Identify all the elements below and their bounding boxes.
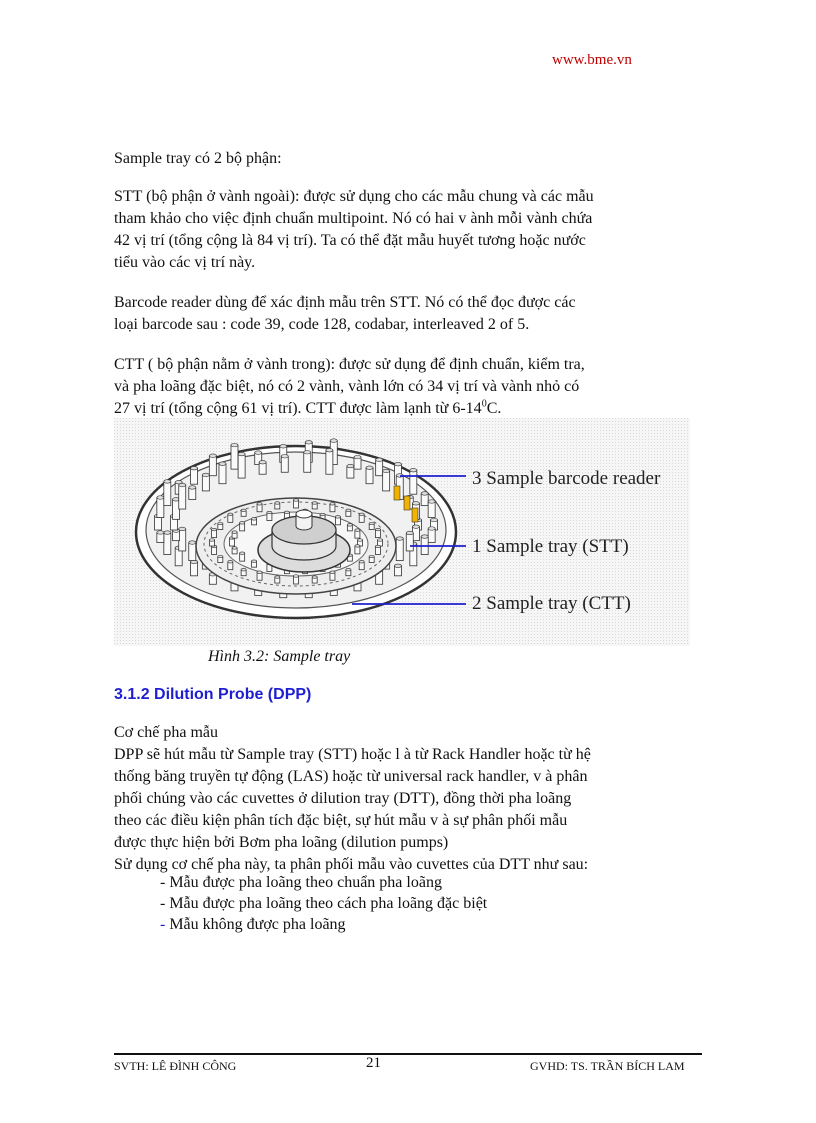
stt-line: 42 vị trí (tổng cộng là 84 vị trí). Ta có thể đặt mẫu huyết tương hoặc nước: [114, 232, 586, 249]
stt-tube: [164, 481, 171, 505]
ctt-tube-cap: [369, 555, 374, 558]
stt-tube: [164, 533, 171, 555]
barcode-paragraph: [114, 292, 654, 336]
ctt-tube-cap: [346, 568, 351, 571]
stt-tube: [396, 539, 403, 561]
stt-tube: [428, 528, 435, 542]
stt-tube-cap: [376, 458, 383, 462]
barcode-tube-highlight: [394, 486, 400, 500]
stt-tube-cap: [394, 564, 401, 568]
mechanism-line: được thực hiện bởi Bơm pha loãng (dilution pumps): [114, 834, 449, 851]
stt-tube-cap: [179, 483, 186, 487]
stt-tube-cap: [421, 535, 428, 539]
ctt-tube-cap: [267, 511, 272, 513]
page-number: 21: [366, 1055, 381, 1071]
stt-tube-cap: [202, 473, 209, 477]
section-heading: 3.1.2 Dilution Probe (DPP): [114, 686, 312, 703]
ctt-tube-cap: [375, 528, 380, 531]
ctt-tube-cap: [284, 511, 289, 513]
sample-tray-figure: [114, 418, 690, 646]
footer-rule: [114, 1053, 702, 1055]
label-sample-tray-stt: 1 Sample tray (STT): [472, 536, 629, 557]
stt-tube-cap: [406, 531, 413, 535]
ctt-tube-cap: [347, 524, 352, 527]
stt-tube: [202, 475, 209, 491]
stt-tube-cap: [281, 454, 288, 458]
intro-text: Sample tray có 2 bộ phận:: [114, 150, 282, 167]
ctt-tube-cap: [252, 560, 257, 563]
stt-tube-cap: [412, 525, 419, 529]
stt-tube: [304, 452, 311, 472]
stt-tube-cap: [428, 527, 435, 531]
ctt-tube-cap: [218, 555, 223, 558]
ctt-tube-cap: [232, 547, 237, 550]
stt-tube: [428, 502, 435, 518]
ctt-tube-cap: [228, 560, 233, 563]
ctt-tube-cap: [359, 513, 364, 516]
bullet-dash: -: [160, 916, 166, 933]
ctt-tube-cap: [294, 575, 299, 578]
stt-tube: [191, 562, 198, 576]
ctt-tube-cap: [212, 528, 217, 531]
stt-tube: [406, 533, 413, 551]
footer-student: SVTH: LÊ ĐÌNH CÔNG: [114, 1059, 237, 1073]
ctt-line3-text: 27 vị trí (tổng cộng 61 vị trí). CTT được làm lạnh từ 6-14: [114, 400, 482, 417]
stt-line: STT (bộ phận ở vành ngoài): được sử dụng cho các mẫu chung và các mẫu: [114, 188, 594, 205]
barcode-line: Barcode reader dùng để xác định mẫu trên STT. Nó có thể đọc được các: [114, 294, 576, 311]
ctt-tube-cap: [358, 539, 363, 542]
mechanism-line: theo các điều kiện phân tích đặc biệt, sự hút mẫu v à sự phân phối mẫu: [114, 812, 568, 829]
label-barcode-reader: 3 Sample barcode reader: [472, 468, 661, 489]
stt-tube: [410, 470, 417, 494]
stt-line: tham khảo cho việc định chuẩn multipoint. Nó có hai v ành mỗi vành chứa: [114, 210, 593, 227]
stt-tube-cap: [209, 454, 216, 458]
bullet-item: - Mẫu được pha loãng theo chuẩn pha loãng: [160, 874, 442, 891]
ctt-tube-cap: [355, 545, 360, 548]
stt-tube-cap: [410, 468, 417, 472]
stt-tube: [191, 468, 198, 484]
ctt-tube-cap: [375, 545, 380, 548]
stt-tube-cap: [326, 448, 333, 452]
ctt-tube-cap: [330, 571, 335, 574]
ctt-tube-cap: [369, 522, 374, 525]
ctt-tube-cap: [241, 509, 246, 512]
ctt-line: [114, 398, 654, 420]
ctt-tube-cap: [359, 560, 364, 563]
mechanism-line: thống băng truyền tự động (LAS) hoặc từ universal rack handler, v à phân: [114, 768, 588, 785]
stt-tube: [383, 471, 390, 491]
ctt-degree-sup: 0: [481, 398, 487, 410]
ctt-tube-cap: [312, 502, 317, 505]
ctt-tube-cap: [241, 568, 246, 571]
stt-tube: [209, 456, 216, 476]
stt-tube-cap: [164, 480, 171, 483]
stt-tube: [155, 516, 162, 530]
ctt-tube-cap: [218, 522, 223, 525]
footer-advisor: GVHD: TS. TRẦN BÍCH LAM: [530, 1059, 685, 1073]
mechanism-line: DPP sẽ hút mẫu từ Sample tray (STT) hoặc l à từ Rack Handler hoặc từ hệ: [114, 746, 591, 763]
mechanism-line: Sử dụng cơ chế pha này, ta phân phối mẫu vào cuvettes của DTT như sau:: [114, 856, 589, 873]
barcode-tube-highlight: [412, 508, 418, 522]
stt-tube: [238, 454, 245, 478]
stt-tube-cap: [354, 455, 361, 459]
stt-tube: [219, 464, 226, 484]
stt-tube-cap: [191, 466, 198, 470]
stt-tube: [281, 456, 288, 472]
ctt-tube-cap: [312, 576, 317, 579]
ctt-tube-cap: [330, 503, 335, 506]
stt-tube-cap: [280, 445, 287, 449]
ctt-tube-cap: [240, 522, 245, 525]
mechanism-line: phối chúng vào các cuvettes ở dilution tray (DTT), đồng thời pha loãng: [114, 790, 572, 807]
stt-tube: [366, 468, 373, 484]
ctt-tube-cap: [335, 516, 340, 519]
bullet-item: - Mẫu được pha loãng theo cách pha loãng đặc biệt: [160, 895, 488, 912]
stt-tube-cap: [428, 500, 435, 504]
bullet-item: [160, 914, 487, 935]
stt-tube: [189, 543, 196, 561]
ctt-tube-cap: [228, 513, 233, 516]
ctt-tube-cap: [257, 503, 262, 506]
ctt-tube-cap: [320, 513, 325, 516]
stt-tube-cap: [259, 460, 266, 464]
ctt-tube-cap: [378, 539, 383, 542]
ctt-line: CTT ( bộ phận nằm ở vành trong): được sử dụng để định chuẩn, kiểm tra,: [114, 356, 585, 373]
barcode-tube-highlight: [404, 496, 410, 510]
stt-tube-cap: [431, 518, 438, 522]
stt-tube-cap: [383, 469, 390, 473]
ctt-paragraph: [114, 354, 654, 420]
ctt-tube-cap: [346, 509, 351, 512]
ctt-tube-cap: [232, 531, 237, 534]
label-sample-tray-ctt: 2 Sample tray (CTT): [472, 593, 631, 614]
dilution-bullet-list: [160, 872, 487, 935]
ctt-tube-cap: [210, 539, 215, 542]
stt-tube-cap: [396, 537, 403, 541]
stt-paragraph: [114, 186, 654, 274]
stt-line: tiểu vào các vị trí này.: [114, 254, 256, 271]
stt-tube-cap: [421, 492, 428, 496]
mechanism-paragraph: [114, 722, 654, 876]
ctt-tube-cap: [355, 529, 360, 532]
center-spindle-top: [296, 510, 312, 518]
ctt-line3-unit: C.: [486, 400, 502, 417]
figure-caption: Hình 3.2: Sample tray: [208, 648, 351, 665]
stt-tube-cap: [219, 462, 226, 466]
stt-tube-cap: [305, 441, 312, 445]
stt-tube-cap: [189, 541, 196, 545]
ctt-tube-cap: [275, 502, 280, 505]
stt-tube-cap: [394, 462, 401, 466]
ctt-tube-cap: [294, 499, 299, 502]
mechanism-title: Cơ chế pha mẫu: [114, 724, 218, 741]
ctt-line: và pha loãng đặc biệt, nó có 2 vành, vành lớn có 34 vị trí và vành nhỏ có: [114, 378, 580, 395]
stt-tube-cap: [347, 464, 354, 468]
stt-tube: [157, 498, 164, 518]
stt-tube: [231, 445, 238, 469]
stt-tube-cap: [255, 451, 262, 455]
stt-tube: [376, 460, 383, 476]
stt-tube-cap: [157, 496, 164, 500]
stt-tube-cap: [164, 531, 171, 535]
header-site-url: www.bme.vn: [552, 52, 632, 68]
ctt-tube-cap: [252, 518, 257, 521]
stt-tube-cap: [330, 439, 337, 443]
stt-tube-cap: [412, 502, 419, 506]
stt-tube-cap: [304, 450, 311, 454]
stt-tube-cap: [231, 443, 238, 447]
ctt-tube-cap: [257, 571, 262, 574]
stt-tube: [326, 450, 333, 474]
stt-tube: [179, 485, 186, 509]
barcode-line: loại barcode sau : code 39, code 128, codabar, interleaved 2 of 5.: [114, 316, 530, 333]
ctt-tube-cap: [275, 576, 280, 579]
stt-tube-cap: [189, 486, 196, 490]
bullet-text: Mẫu không được pha loãng: [169, 916, 346, 933]
ctt-tube-cap: [240, 552, 245, 555]
stt-tube-cap: [238, 452, 245, 456]
stt-tube-cap: [157, 531, 164, 535]
stt-tube-cap: [366, 466, 373, 470]
